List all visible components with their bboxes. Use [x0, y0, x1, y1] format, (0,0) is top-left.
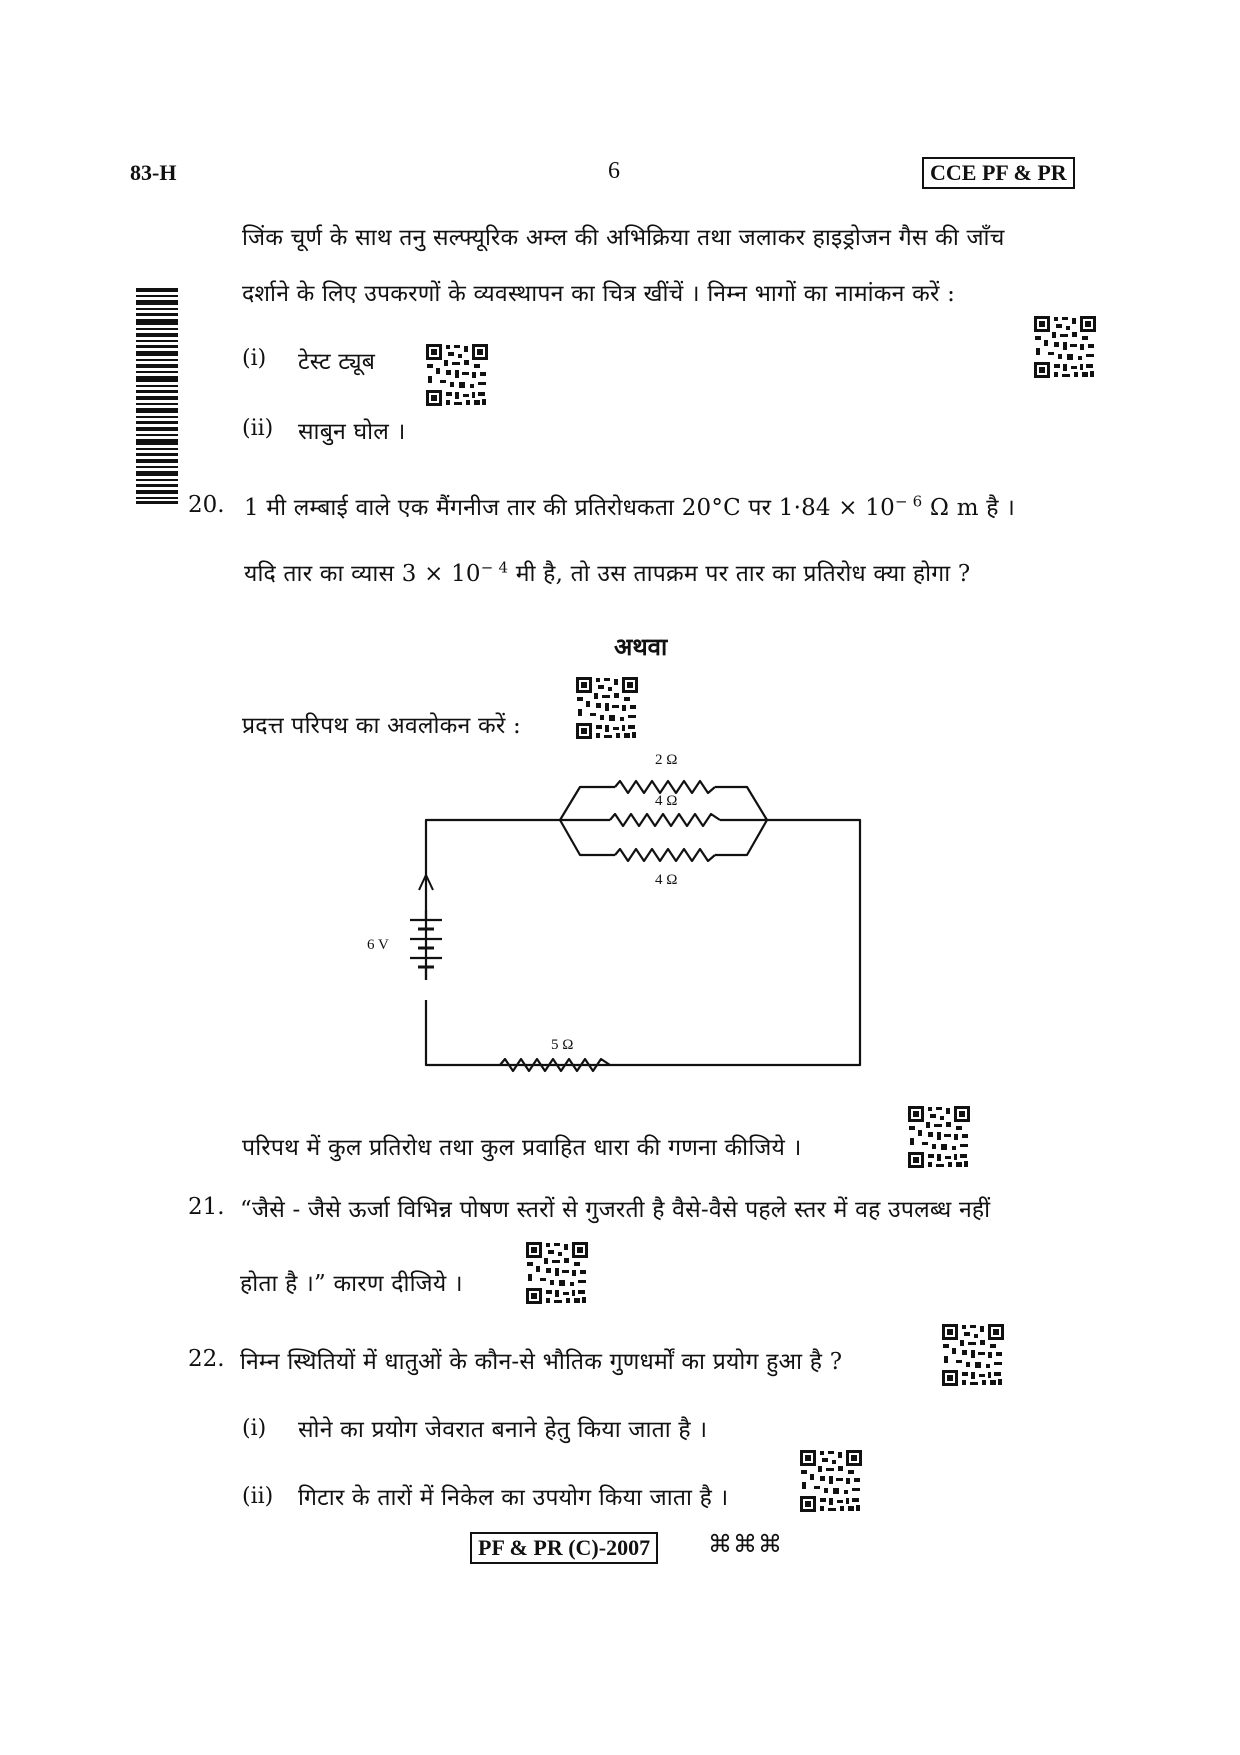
page-number: 6 [608, 158, 620, 184]
footer-code-box: PF & PR (C)-2007 [470, 1532, 658, 1564]
question-number: 21. [188, 1194, 225, 1220]
booklet-code: 83-H [130, 160, 177, 185]
label-r-mid: 4 Ω [655, 793, 678, 809]
q21-text-line2: होता है ।” कारण दीजिये । [240, 1271, 463, 1297]
qr-code [940, 1322, 1006, 1388]
qr-code [424, 342, 490, 408]
q21-text-line1: “जैसे - जैसे ऊर्जा विभिन्न पोषण स्तरों से गुजरती है वैसे-वैसे पहले स्तर में वह उपलब्ध नहीं [240, 1197, 991, 1223]
wire [715, 787, 767, 820]
wire [560, 820, 615, 855]
label-r-top: 2 Ω [655, 752, 678, 768]
footer-ornament: ⌘⌘⌘ [708, 1530, 783, 1558]
resistor-2ohm [615, 781, 715, 793]
resistor-4ohm-bot [615, 849, 715, 861]
qr-code [798, 1448, 864, 1514]
question-number: 20. [188, 492, 225, 518]
wire [560, 787, 615, 820]
qr-code [1032, 314, 1098, 380]
q19-text-line2: दर्शाने के लिए उपकरणों के व्यवस्थापन का चित्र खींचें । निम्न भागों का नामांकन करें : [242, 281, 956, 307]
q20-text-line2: यदि तार का व्यास $3 \times 10^{- 4}$ मी है, तो उस तापक्रम पर तार का प्रतिरोध क्या होगा ? [244, 558, 971, 587]
wire [715, 820, 767, 855]
q22-item-text: गिटार के तारों में निकेल का उपयोग किया जाता है । [298, 1485, 729, 1511]
paper-code-box: CCE PF & PR [922, 157, 1075, 189]
side-barcode [136, 288, 178, 504]
label-r-bot: 4 Ω [655, 872, 678, 888]
q19-item-number: (ii) [242, 416, 274, 441]
q20-alt-question: परिपथ में कुल प्रतिरोध तथा कुल प्रवाहित धारा की गणना कीजिये । [242, 1135, 802, 1161]
q20-text-line1: 1 मी लम्बाई वाले एक मैंगनीज तार की प्रतिरोधकता 20°C पर $1\cdot 84 \times 10^{- 6}$ Ω m है । [244, 492, 1016, 521]
or-heading: अथवा [614, 632, 668, 661]
resistor-4ohm-mid [610, 814, 720, 826]
q19-item-text: साबुन घोल । [298, 419, 406, 445]
q22-item-text: सोने का प्रयोग जेवरात बनाने हेतु किया जाता है । [298, 1417, 708, 1443]
question-number: 22. [188, 1346, 225, 1372]
label-battery: 6 V [367, 937, 389, 953]
qr-code [574, 675, 640, 741]
q22-item-number: (ii) [242, 1484, 274, 1509]
wire [426, 820, 860, 1065]
circuit-diagram [355, 745, 875, 1090]
q19-item-text: टेस्ट ट्यूब [298, 349, 376, 375]
wire [426, 820, 560, 980]
q19-item-number: (i) [242, 346, 267, 371]
qr-code [906, 1104, 972, 1170]
q19-text-line1: जिंक चूर्ण के साथ तनु सल्फ्यूरिक अम्ल की अभिक्रिया तथा जलाकर हाइड्रोजन गैस की जाँच [242, 225, 1005, 251]
qr-code [524, 1240, 590, 1306]
label-r-series: 5 Ω [551, 1037, 574, 1053]
q20-alt-prompt: प्रदत्त परिपथ का अवलोकन करें : [242, 713, 521, 739]
q22-text-line1: निम्न स्थितियों में धातुओं के कौन-से भौतिक गुणधर्मों का प्रयोग हुआ है ? [240, 1349, 843, 1375]
q22-item-number: (i) [242, 1416, 267, 1441]
